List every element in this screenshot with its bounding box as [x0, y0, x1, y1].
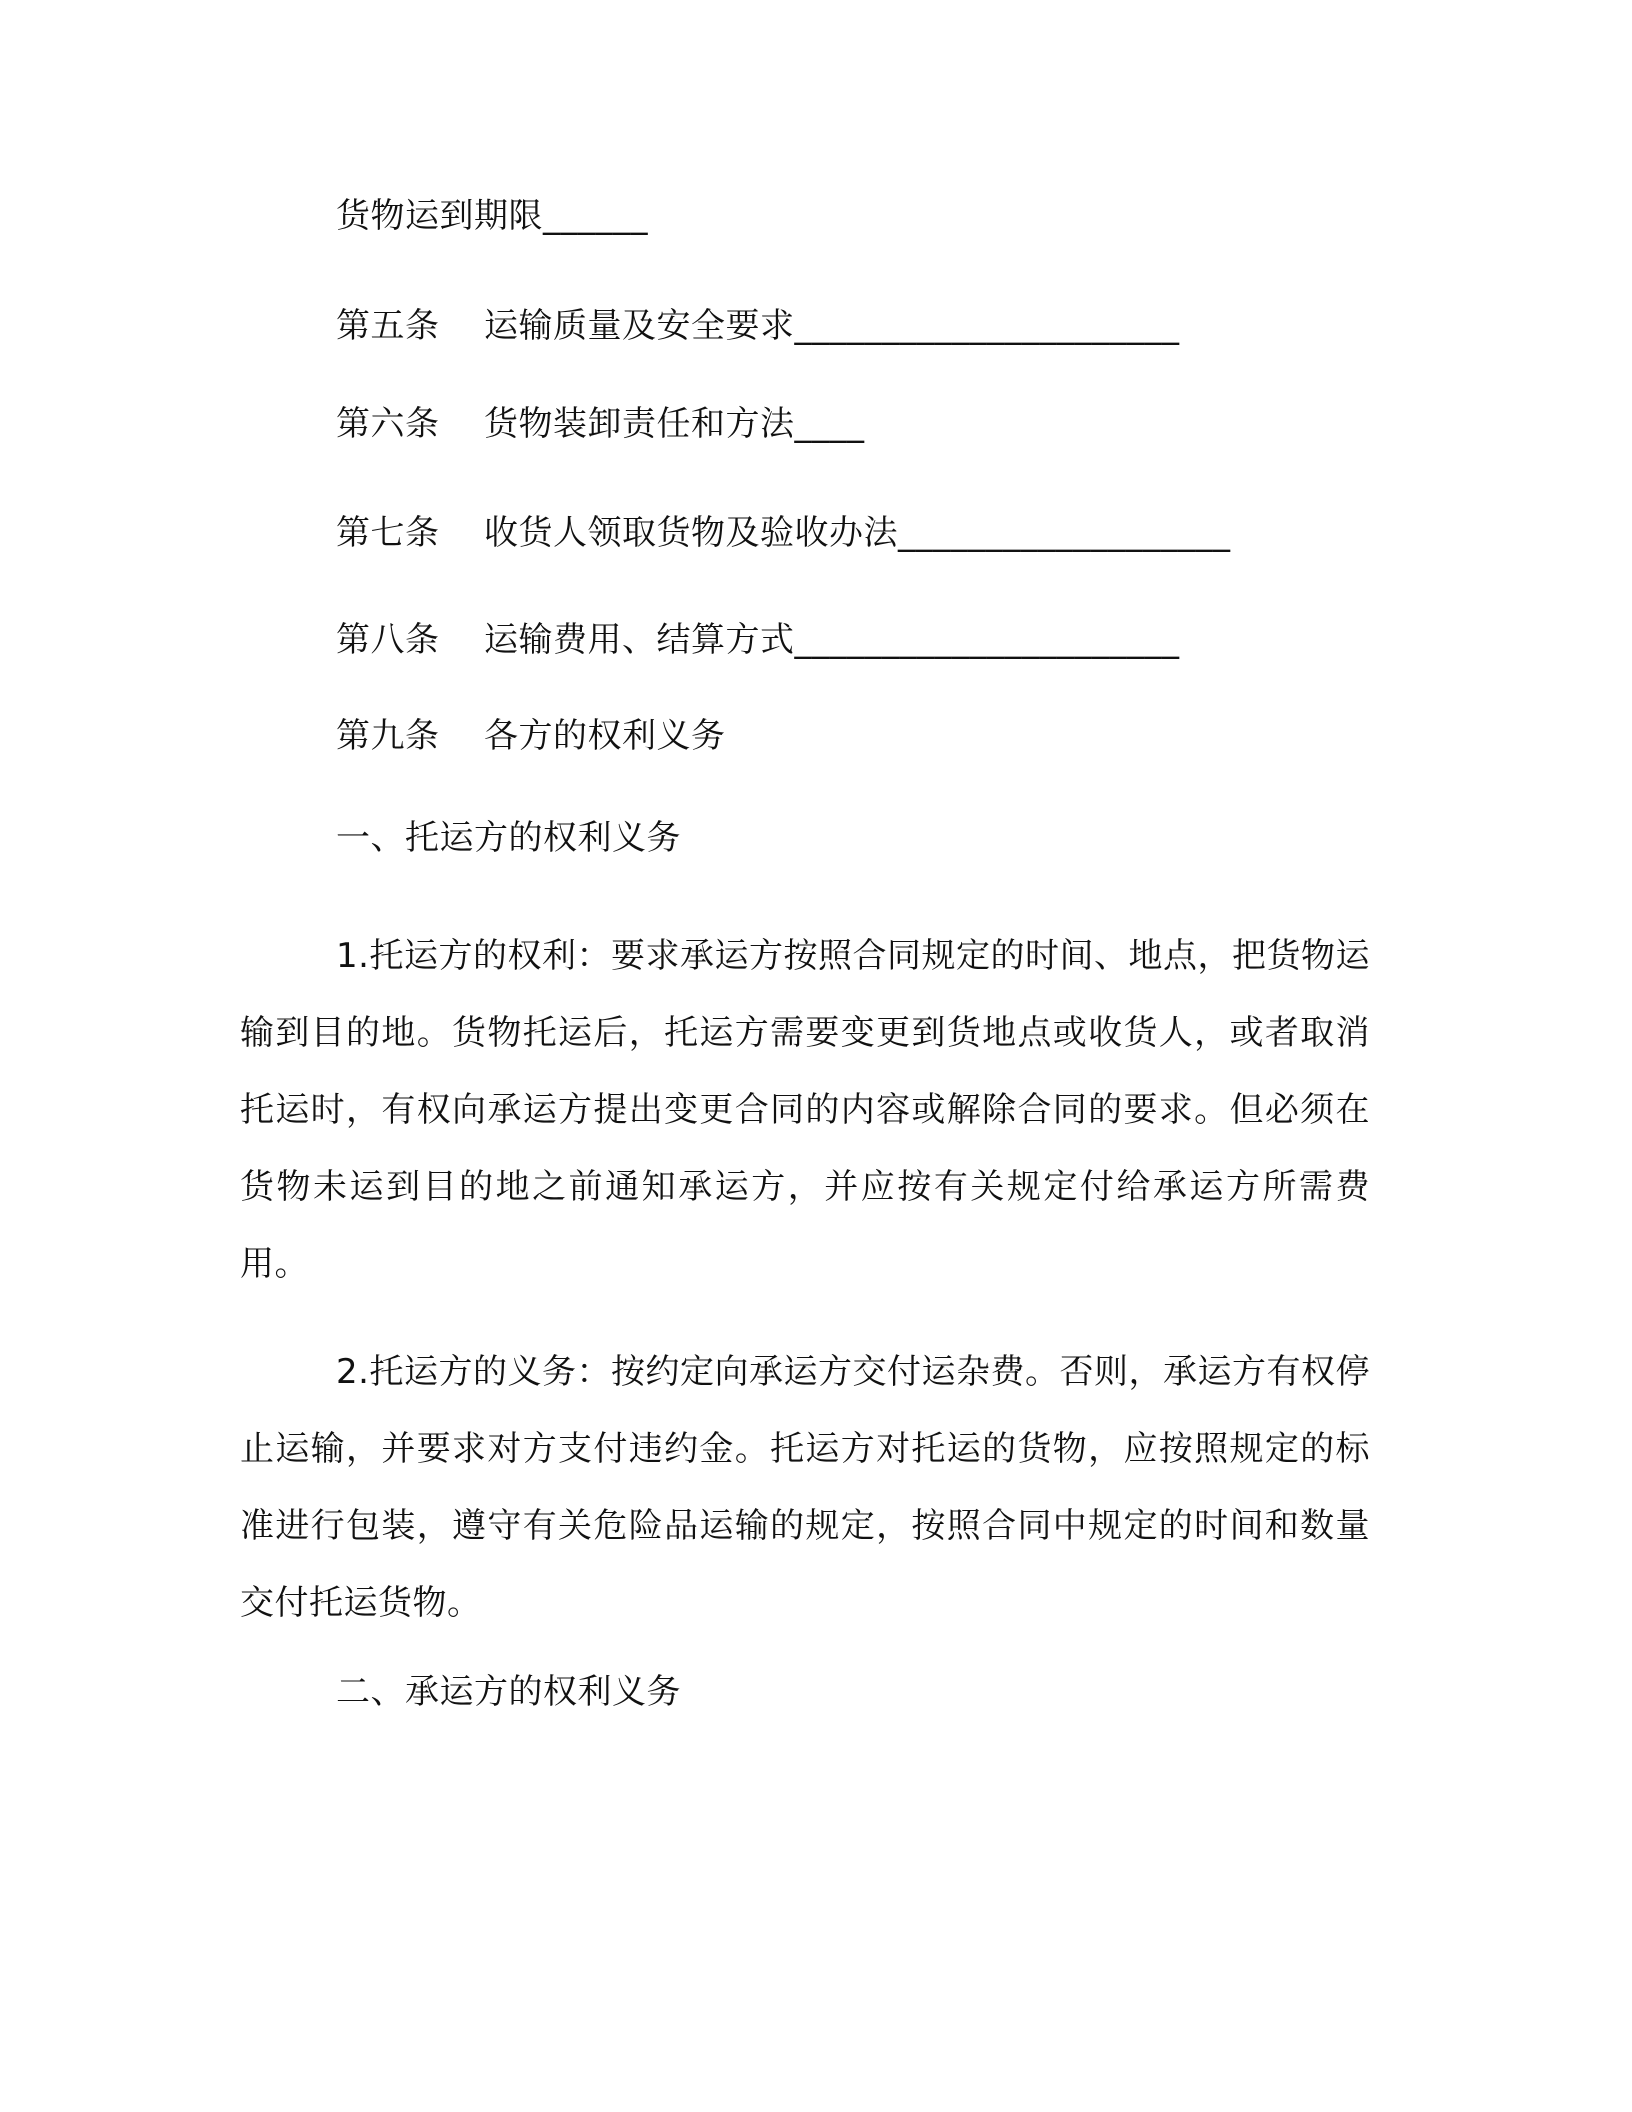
delivery-deadline-line: 货物运到期限______: [336, 196, 648, 236]
section-heading-shipper: 一、托运方的权利义务: [336, 818, 681, 858]
clause-text: 货物装卸责任和方法____: [484, 404, 865, 444]
shipper-obligations-paragraph: 2.托运方的义务：按约定向承运方交付运杂费。否则，承运方有权停止运输，并要求对方支付违约金。托运方对托运的货物，应按照规定的标准进行包装，遵守有关危险品运输的规定，按照合同中规定的时间和数量交付托运货物。: [240, 1352, 1370, 1623]
clause-number: 第七条: [336, 513, 440, 553]
clause-number: 第六条: [336, 404, 440, 444]
shipper-rights-paragraph: 1.托运方的权利：要求承运方按照合同规定的时间、地点，把货物运输到目的地。货物托运后，托运方需要变更到货地点或收货人，或者取消托运时，有权向承运方提出变更合同的内容或解除合同的要求。但必须在货物未运到目的地之前通知承运方，并应按有关规定付给承运方所需费用。: [240, 936, 1370, 1284]
clause-7: [336, 513, 1231, 553]
section-heading-carrier: 二、承运方的权利义务: [336, 1672, 681, 1712]
clause-number: 第五条: [336, 306, 440, 346]
clause-text: 收货人领取货物及验收办法___________________: [484, 513, 1231, 553]
clause-text: 运输费用、结算方式______________________: [484, 620, 1180, 660]
clause-5: [336, 306, 1180, 346]
clause-6: [336, 404, 865, 444]
clause-text: 各方的权利义务: [484, 716, 726, 756]
clause-number: 第九条: [336, 716, 440, 756]
clause-9: [336, 716, 726, 756]
clause-number: 第八条: [336, 620, 440, 660]
clause-8: [336, 620, 1180, 660]
clause-text: 运输质量及安全要求______________________: [484, 306, 1180, 346]
